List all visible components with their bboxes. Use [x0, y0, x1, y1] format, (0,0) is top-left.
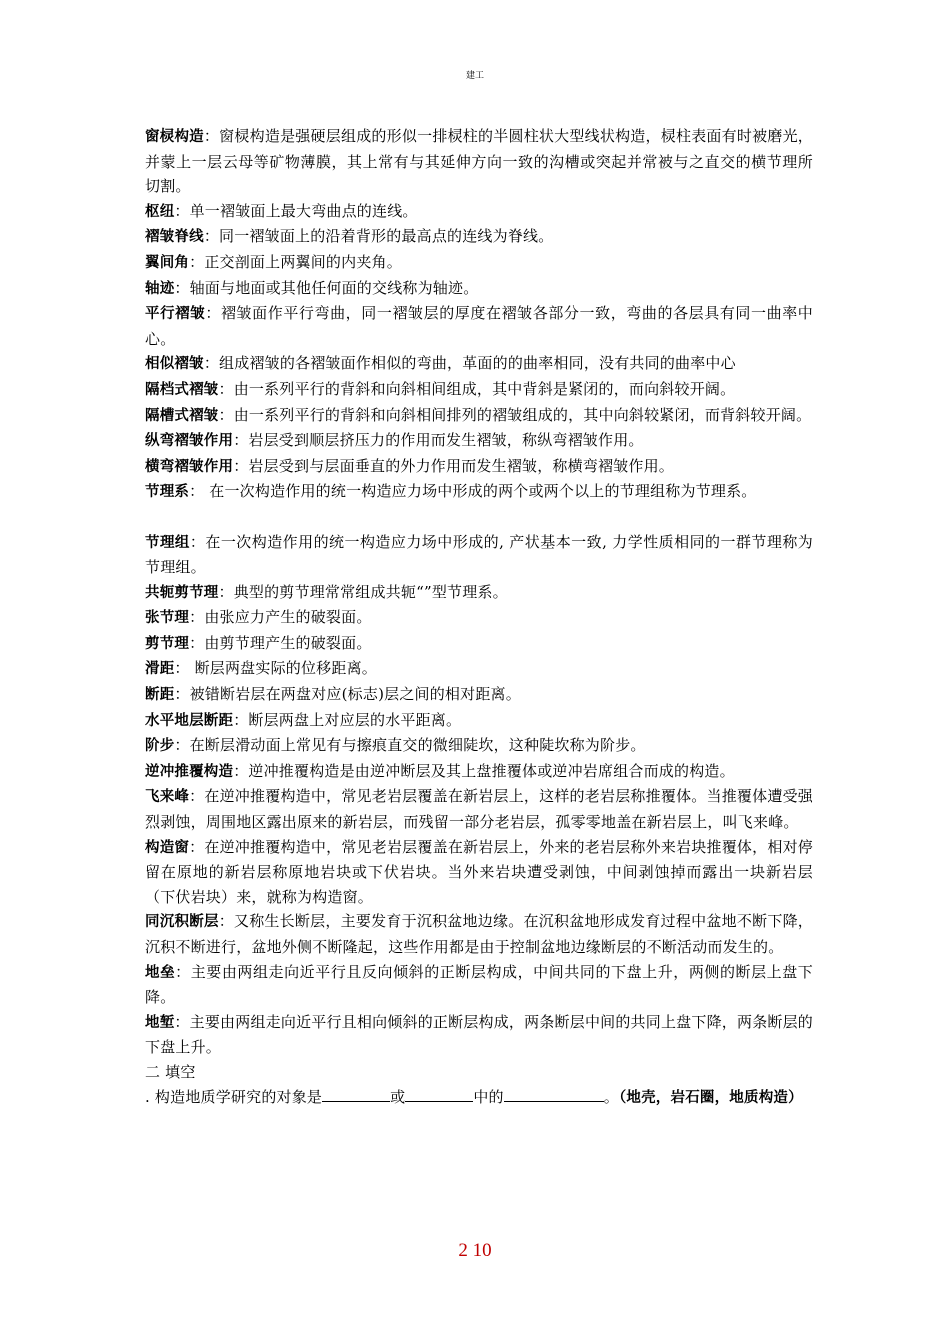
section-title: 二 填空	[145, 1062, 196, 1081]
fill-blank-question	[145, 1085, 813, 1111]
term-definition: 被错断岩层在两盘对应(标志)层之间的相对距离。	[189, 685, 521, 704]
term-separator: ：	[174, 1012, 190, 1031]
definition-entry	[145, 759, 813, 785]
term-label: 枢纽	[145, 203, 175, 220]
definition-entry	[145, 250, 813, 276]
page-number: 2 10	[458, 1240, 492, 1261]
answer-blank-1	[322, 1087, 390, 1102]
definition-entry	[145, 301, 813, 351]
document-body	[145, 124, 813, 1110]
term-label: 轴迹	[145, 280, 175, 297]
definition-entry	[145, 224, 813, 250]
definition-entry	[145, 530, 813, 580]
term-separator: ：	[203, 227, 220, 246]
term-label: 翼间角	[145, 254, 190, 271]
term-definition: 由剪节理产生的破裂面。	[204, 633, 372, 652]
page-header: 建工	[465, 71, 484, 81]
definition-entry	[145, 784, 813, 834]
term-label: 逆冲推覆构造	[145, 763, 234, 780]
term-definition: 典型的剪节理常常组成共轭“”型节理系。	[233, 582, 508, 601]
definition-entry	[145, 682, 813, 708]
definition-entry	[145, 428, 813, 454]
term-label: 地堑	[145, 1014, 175, 1031]
term-separator: ：	[233, 456, 249, 475]
term-label: 共轭剪节理	[145, 584, 219, 601]
term-label: 地垒	[145, 964, 176, 981]
term-label: 滑距	[145, 661, 175, 678]
term-separator: ：	[189, 633, 205, 652]
term-definition: 由一系列平行的背斜和向斜相间排列的褶皱组成的，其中向斜较紧闭，而背斜较开阔。	[233, 405, 812, 424]
term-definition: 正交剖面上两翼间的内夹角。	[204, 252, 402, 271]
term-separator: ：	[189, 252, 205, 271]
term-label: 窗棂构造	[145, 129, 204, 145]
term-label: 褶皱脊线	[145, 229, 204, 246]
term-label: 隔档式褶皱	[145, 381, 219, 398]
definition-entry	[145, 960, 813, 1010]
term-label: 同沉积断层	[145, 914, 219, 931]
term-label: 张节理	[145, 610, 190, 627]
term-definition: 在一次构造作用的统一构造应力场中形成的, 产状基本一致, 力学性质相同的一群节理称为节理组。	[145, 532, 813, 577]
term-definition: 主要由两组走向近平行且相向倾斜的正断层构成，两条断层中间的共同上盘下降，两条断层的下盘上升。	[145, 1012, 814, 1057]
term-separator: ：	[174, 659, 190, 678]
answer-blank-3	[504, 1087, 604, 1102]
question-end: 。	[603, 1087, 619, 1106]
term-definition: 由一系列平行的背斜和向斜相间组成，其中背斜是紧闭的，而向斜较开阔。	[233, 379, 736, 398]
term-separator: ：	[189, 837, 205, 856]
answer-blank-2	[405, 1087, 473, 1102]
definition-entry	[145, 479, 813, 505]
term-definition: 组成褶皱的各褶皱面作相似的弯曲，革面的的曲率相同，没有共同的曲率中心	[219, 354, 736, 373]
term-definition: 岩层受到与层面垂直的外力作用而发生褶皱，称横弯褶皱作用。	[248, 456, 675, 475]
question-mid2: 中的	[473, 1087, 504, 1106]
term-label: 阶步	[145, 738, 175, 755]
term-label: 飞来峰	[145, 789, 190, 806]
definition-entry	[145, 377, 813, 403]
term-definition: 在断层滑动面上常见有与擦痕直交的微细陡坎，这种陡坎称为阶步。	[189, 736, 646, 755]
term-definition: 褶皱面作平行弯曲，同一褶皱层的厚度在褶皱各部分一致，弯曲的各层具有同一曲率中心。	[145, 304, 813, 348]
term-definition: 主要由两组走向近平行且反向倾斜的正断层构成，中间共同的下盘上升，两侧的断层上盘下降。	[145, 962, 813, 1007]
term-separator: ：	[189, 608, 205, 627]
term-label: 相似褶皱	[145, 356, 204, 373]
question-answer: （地壳，岩石圈，地质构造）	[618, 1089, 803, 1106]
definition-entry	[145, 631, 813, 657]
term-separator: ：	[174, 278, 190, 297]
paragraph-spacer	[145, 505, 813, 530]
term-definition: 由张应力产生的破裂面。	[204, 608, 372, 627]
term-definition: 岩层受到顺层挤压力的作用而发生褶皱，称纵弯褶皱作用。	[248, 431, 644, 450]
definition-entry	[145, 708, 813, 734]
definition-entry	[145, 454, 813, 480]
term-separator: ：	[218, 912, 234, 931]
term-label: 纵弯褶皱作用	[145, 433, 234, 450]
definition-entry	[145, 276, 813, 302]
definition-entry	[145, 909, 813, 959]
definition-list-1	[145, 124, 813, 505]
term-separator: ：	[189, 787, 205, 806]
term-definition: 又称生长断层，主要发育于沉积盆地边缘。在沉积盆地形成发育过程中盆地不断下降，沉积不断进行，盆地外侧不断隆起，这些作用都是由于控制盆地边缘断层的不断活动而发生的。	[145, 912, 814, 956]
definition-entry	[145, 351, 813, 377]
term-separator: ：	[174, 736, 190, 755]
term-label: 剪节理	[145, 635, 190, 652]
term-definition: 同一褶皱面上的沿着背形的最高点的连线为脊线。	[219, 227, 554, 246]
term-label: 构造窗	[145, 839, 190, 856]
term-separator: ：	[233, 431, 249, 450]
term-label: 水平地层断距	[145, 712, 234, 729]
term-separator: ：	[218, 405, 234, 424]
definition-entry	[145, 733, 813, 759]
term-separator: ：	[203, 127, 220, 145]
term-separator: ：	[189, 482, 205, 501]
term-label: 横弯褶皱作用	[145, 458, 234, 475]
term-separator: ：	[233, 761, 249, 780]
term-separator: ：	[174, 685, 190, 704]
term-separator: ：	[175, 962, 191, 981]
term-label: 隔槽式褶皱	[145, 407, 219, 424]
term-definition: 断层两盘实际的位移距离。	[189, 659, 377, 678]
definition-entry	[145, 199, 813, 225]
term-definition: 断层两盘上对应层的水平距离。	[248, 710, 462, 729]
definition-entry	[145, 835, 813, 910]
definition-entry	[145, 580, 813, 606]
term-definition: 在一次构造作用的统一构造应力场中形成的两个或两个以上的节理组称为节理系。	[204, 482, 757, 501]
term-definition: 窗棂构造是强硬层组成的形似一排棂柱的半圆柱状大型线状构造，棂柱表面有时被磨光，并蒙上一层云母等矿物薄膜，其上常有与其延伸方向一致的沟槽或突起并常被与之直交的横节理所切割。	[145, 127, 813, 196]
term-label: 平行褶皱	[145, 306, 206, 323]
definition-entry	[145, 403, 813, 429]
term-definition: 单一褶皱面上最大弯曲点的连线。	[189, 201, 418, 220]
question-mid1: 或	[390, 1087, 406, 1106]
term-separator: ：	[189, 532, 206, 551]
definition-entry	[145, 656, 813, 682]
term-label: 节理系	[145, 484, 190, 501]
term-label: 断距	[145, 687, 175, 704]
term-separator: ：	[203, 354, 220, 373]
definition-entry	[145, 1010, 813, 1060]
term-label: 节理组	[145, 534, 190, 551]
term-definition: 逆冲推覆构造是由逆冲断层及其上盘推覆体或逆冲岩席组合而成的构造。	[248, 761, 735, 780]
term-separator: ：	[218, 379, 234, 398]
term-separator: ：	[233, 710, 249, 729]
definition-entry	[145, 605, 813, 631]
definition-list-2	[145, 530, 813, 1060]
term-separator: ：	[205, 304, 221, 323]
definition-entry	[145, 124, 813, 199]
term-definition: 在逆冲推覆构造中，常见老岩层覆盖在新岩层上，这样的老岩层称推覆体。当推覆体遭受强烈剥蚀，周围地区露出原来的新岩层，而残留一部分老岩层，孤零零地盖在新岩层上，叫飞来峰。	[145, 787, 813, 832]
term-separator: ：	[218, 582, 234, 601]
term-definition: 轴面与地面或其他任何面的交线称为轴迹。	[189, 278, 479, 297]
term-definition: 在逆冲推覆构造中，常见老岩层覆盖在新岩层上，外来的老岩层称外来岩块推覆体，相对停留在原地的新岩层称原地岩块或下伏岩块。当外来岩块遭受剥蚀，中间剥蚀掉而露出一块新岩层（下伏岩块）来，就称为构造窗。	[145, 837, 813, 906]
question-prefix: . 构造地质学研究的对象是	[145, 1087, 323, 1106]
term-separator: ：	[174, 201, 190, 220]
